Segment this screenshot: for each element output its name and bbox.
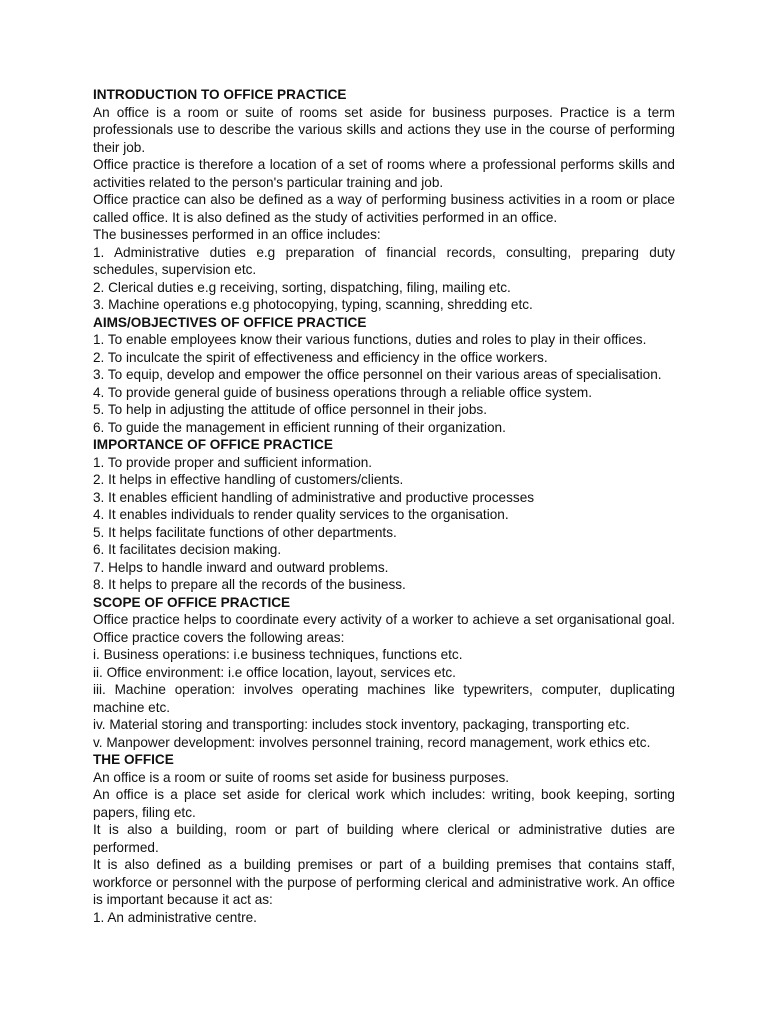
aims-list-item: 3. To equip, develop and empower the office personnel on their various areas of specialisation.: [93, 367, 662, 382]
intro-paragraph: Office practice is therefore a location of a set of rooms where a professional performs skills and activities related to the person's particular training and job.: [93, 157, 675, 190]
office-list-item: 1. An administrative centre.: [93, 909, 257, 925]
heading-the-office: THE OFFICE: [93, 752, 174, 767]
importance-list-item: 1. To provide proper and sufficient information.: [93, 454, 373, 470]
aims-list-item: 5. To help in adjusting the attitude of office personnel in their jobs.: [93, 402, 487, 417]
aims-list-item: 2. To inculcate the spirit of effectiveness and efficiency in the office workers.: [93, 349, 548, 365]
intro-list-item: 1. Administrative duties e.g preparation of financial records, consulting, preparing duty schedules, supervision etc.: [93, 244, 675, 277]
heading-introduction: INTRODUCTION TO OFFICE PRACTICE: [93, 87, 347, 102]
importance-list-item: 5. It helps facilitate functions of other departments.: [93, 524, 397, 540]
scope-list-item: v. Manpower development: involves personnel training, record management, work ethics etc.: [93, 734, 651, 750]
intro-paragraph: Office practice can also be defined as a way of performing business activities in a room or place called office. It is also defined as the study of activities performed in an office.: [93, 192, 675, 225]
importance-list-item: 2. It helps in effective handling of customers/clients.: [93, 472, 404, 487]
importance-list-item: 6. It facilitates decision making.: [93, 542, 282, 557]
intro-list-item: 3. Machine operations e.g photocopying, typing, scanning, shredding etc.: [93, 297, 533, 312]
heading-importance: IMPORTANCE OF OFFICE PRACTICE: [93, 437, 333, 452]
intro-paragraph: An office is a room or suite of rooms set aside for business purposes. Practice is a term professionals use to describe the various skills and actions they use in the course of performing their job.: [93, 104, 675, 155]
aims-list-item: 4. To provide general guide of business operations through a reliable office system.: [93, 384, 592, 400]
scope-list-item: ii. Office environment: i.e office location, layout, services etc.: [93, 664, 456, 680]
importance-list-item: 3. It enables efficient handling of administrative and productive processes: [93, 489, 535, 505]
document-body: [93, 86, 675, 926]
heading-scope: SCOPE OF OFFICE PRACTICE: [93, 594, 291, 610]
scope-list-item: i. Business operations: i.e business techniques, functions etc.: [93, 647, 463, 662]
scope-paragraph: Office practice helps to coordinate every activity of a worker to achieve a set organisational goal. Office practice covers the following areas:: [93, 612, 675, 645]
office-paragraph: An office is a place set aside for clerical work which includes: writing, book keeping, sorting papers, filing etc.: [93, 787, 675, 820]
office-paragraph: An office is a room or suite of rooms set aside for business purposes.: [93, 769, 510, 785]
importance-list-item: 4. It enables individuals to render quality services to the organisation.: [93, 507, 509, 522]
scope-list-item: iv. Material storing and transporting: includes stock inventory, packaging, transporting etc.: [93, 717, 630, 732]
intro-paragraph: The businesses performed in an office includes:: [93, 227, 381, 242]
scope-list-item: iii. Machine operation: involves operating machines like typewriters, computer, duplicating machine etc.: [93, 682, 675, 715]
office-paragraph: It is also defined as a building premises or part of a building premises that contains staff, workforce or personnel with the purpose of performing clerical and administrative work. An office is important because it act as:: [93, 857, 675, 907]
importance-list-item: 7. Helps to handle inward and outward problems.: [93, 559, 389, 575]
aims-list-item: 1. To enable employees know their various functions, duties and roles to play in their offices.: [93, 332, 647, 347]
office-paragraph: It is also a building, room or part of building where clerical or administrative duties are performed.: [93, 822, 675, 855]
importance-list-item: 8. It helps to prepare all the records of the business.: [93, 577, 406, 592]
aims-list-item: 6. To guide the management in efficient running of their organization.: [93, 419, 506, 435]
intro-list-item: 2. Clerical duties e.g receiving, sorting, dispatching, filing, mailing etc.: [93, 279, 511, 295]
heading-aims: AIMS/OBJECTIVES OF OFFICE PRACTICE: [93, 314, 367, 330]
